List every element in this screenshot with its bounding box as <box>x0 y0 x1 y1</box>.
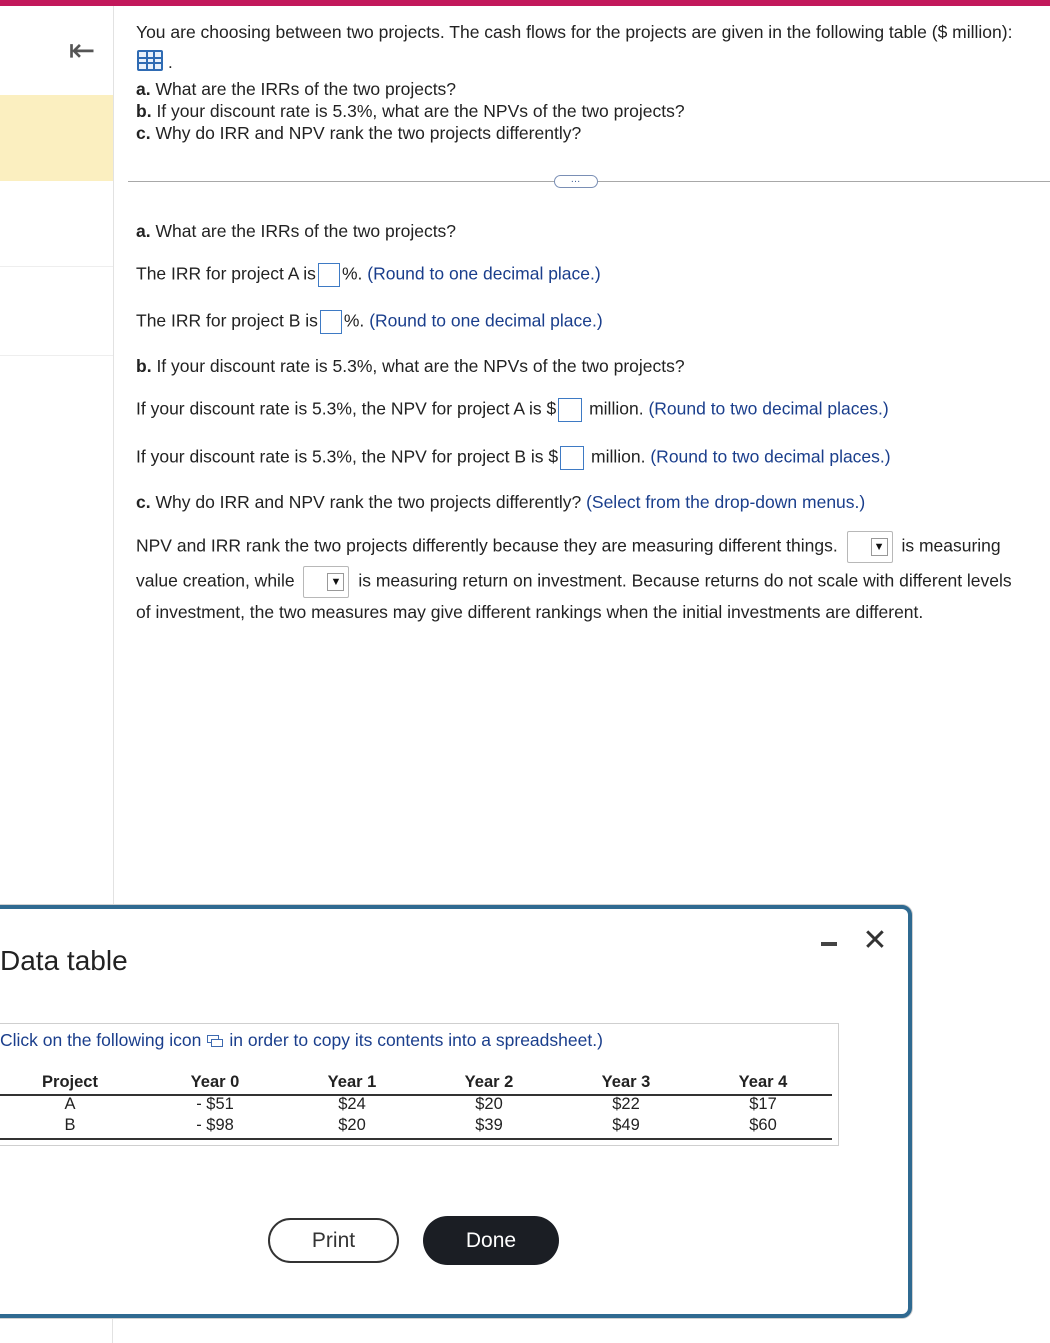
part-c-line1-pre: NPV and IRR rank the two projects differently because they are measuring different things. <box>136 535 838 556</box>
table-cell: A <box>64 1095 76 1113</box>
modal-title: Data table <box>0 945 128 976</box>
table-cell: $49 <box>612 1116 640 1134</box>
left-divider <box>0 355 113 356</box>
irr-a-row <box>136 263 601 287</box>
table-column-year4 <box>723 1072 803 1136</box>
question-text: Why do IRR and NPV rank the two projects differently? <box>155 123 582 143</box>
left-divider <box>0 266 113 267</box>
irr-b-input[interactable] <box>320 310 342 334</box>
part-c-line3: of investment, the two measures may give different rankings when the initial investments are different. <box>136 602 924 622</box>
column-header: Year 3 <box>601 1073 651 1091</box>
part-text: If your discount rate is 5.3%, what are the NPVs of the two projects? <box>156 356 685 376</box>
print-button[interactable]: Print <box>268 1218 399 1263</box>
left-column-border <box>112 1318 113 1343</box>
part-label: a. <box>136 221 151 241</box>
copy-note <box>0 1030 603 1051</box>
table-bottom-rule <box>0 1138 832 1140</box>
done-button[interactable]: Done <box>423 1216 559 1265</box>
table-cell: $39 <box>475 1116 503 1134</box>
part-b-heading <box>136 356 685 377</box>
table-icon-suffix: . <box>168 53 173 72</box>
table-column-year0 <box>175 1072 255 1136</box>
table-cell: $20 <box>338 1116 366 1134</box>
part-c-line2-pre: value creation, while <box>136 570 295 591</box>
table-cell: - $51 <box>196 1095 234 1113</box>
problem-intro: You are choosing between two projects. The cash flows for the projects are given in the following table ($ million): <box>136 22 1013 42</box>
collapse-panel-icon[interactable]: ⇤ <box>68 32 96 68</box>
irr-b-prefix: The IRR for project B is <box>136 310 318 331</box>
question-label: c. <box>136 123 151 143</box>
part-c-heading <box>136 492 865 513</box>
top-accent-bar <box>0 0 1050 6</box>
question-label: b. <box>136 101 152 121</box>
table-cell: $24 <box>338 1095 366 1113</box>
part-label: b. <box>136 356 152 376</box>
npv-a-prefix: If your discount rate is 5.3%, the NPV for project A is $ <box>136 398 557 419</box>
part-a-heading <box>136 221 456 242</box>
npv-b-row <box>136 446 891 470</box>
dropdown-arrow-icon: ▼ <box>327 573 344 591</box>
part-c-line2 <box>136 566 1012 598</box>
part-c-line1 <box>136 531 1001 563</box>
copy-note-post: in order to copy its contents into a spreadsheet.) <box>229 1030 603 1050</box>
npv-a-suffix: million. <box>589 398 644 419</box>
table-column-year3 <box>586 1072 666 1136</box>
table-column-year2 <box>449 1072 529 1136</box>
minimize-bar <box>821 942 837 946</box>
part-c-line2-post: is measuring return on investment. Because returns do not scale with different levels <box>358 570 1012 591</box>
table-cell: - $98 <box>196 1116 234 1134</box>
measure-dropdown-1[interactable] <box>847 531 893 563</box>
column-header: Project <box>42 1073 98 1091</box>
table-grid-icon[interactable] <box>137 50 163 71</box>
irr-a-hint: (Round to one decimal place.) <box>367 263 601 284</box>
column-header: Year 0 <box>190 1073 240 1091</box>
npv-a-input[interactable] <box>558 398 582 422</box>
question-a <box>136 79 456 100</box>
table-column-project <box>30 1072 110 1136</box>
part-c-hint: (Select from the drop-down menus.) <box>586 492 866 512</box>
irr-b-row <box>136 310 603 334</box>
table-header-rule <box>0 1094 832 1096</box>
table-cell: $17 <box>749 1095 777 1113</box>
table-cell: $22 <box>612 1095 640 1113</box>
column-header: Year 4 <box>738 1073 788 1091</box>
irr-b-suffix: %. <box>343 310 365 331</box>
question-text: What are the IRRs of the two projects? <box>155 79 457 99</box>
irr-a-input[interactable] <box>318 263 340 287</box>
dropdown-arrow-icon: ▼ <box>871 538 888 556</box>
question-c <box>136 123 581 144</box>
table-cell: $60 <box>749 1116 777 1134</box>
table-cell: B <box>64 1116 76 1134</box>
part-text: Why do IRR and NPV rank the two projects differently? <box>155 492 582 512</box>
table-cell: $20 <box>475 1095 503 1113</box>
irr-a-suffix: %. <box>341 263 363 284</box>
expand-more-button[interactable]: … <box>554 175 598 188</box>
npv-b-prefix: If your discount rate is 5.3%, the NPV for project B is $ <box>136 446 559 467</box>
part-label: c. <box>136 492 151 512</box>
column-header: Year 2 <box>464 1073 514 1091</box>
npv-b-input[interactable] <box>560 446 584 470</box>
left-active-question-highlight[interactable] <box>0 95 113 181</box>
irr-b-hint: (Round to one decimal place.) <box>369 310 603 331</box>
irr-a-prefix: The IRR for project A is <box>136 263 316 284</box>
copy-spreadsheet-icon[interactable] <box>207 1035 223 1048</box>
npv-a-row <box>136 398 889 422</box>
question-b <box>136 101 685 122</box>
npv-b-suffix: million. <box>591 446 646 467</box>
part-text: What are the IRRs of the two projects? <box>155 221 457 241</box>
column-header: Year 1 <box>327 1073 377 1091</box>
question-label: a. <box>136 79 151 99</box>
part-c-line1-post: is measuring <box>901 535 1001 556</box>
measure-dropdown-2[interactable] <box>303 566 349 598</box>
npv-b-hint: (Round to two decimal places.) <box>650 446 891 467</box>
close-button[interactable]: ✕ <box>862 924 888 957</box>
npv-a-hint: (Round to two decimal places.) <box>648 398 889 419</box>
table-column-year1 <box>312 1072 392 1136</box>
minimize-icon[interactable] <box>818 940 840 946</box>
question-text: If your discount rate is 5.3%, what are the NPVs of the two projects? <box>156 101 685 121</box>
copy-note-pre: Click on the following icon <box>0 1030 202 1050</box>
